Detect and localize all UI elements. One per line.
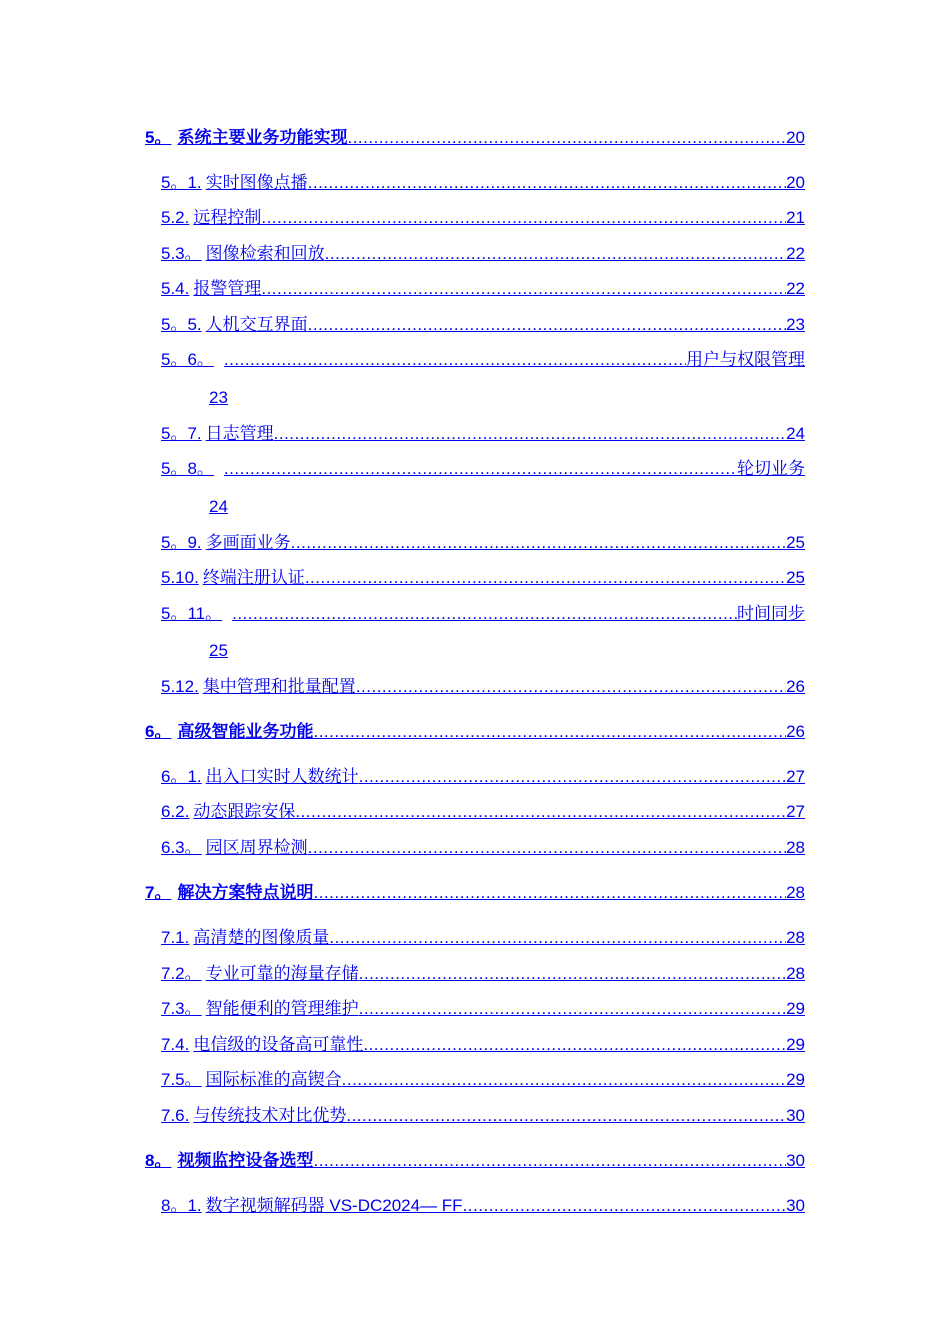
toc-leader-dots bbox=[359, 998, 786, 1020]
toc-chapter-entry[interactable] bbox=[145, 1150, 805, 1172]
toc-entry-page: 21 bbox=[786, 208, 805, 227]
toc-leader-dots bbox=[232, 603, 737, 625]
toc-entry-title: 出入口实时人数统计 bbox=[205, 767, 359, 786]
toc-section-entry[interactable] bbox=[161, 766, 805, 788]
toc-wrapped-page-number[interactable] bbox=[161, 387, 228, 409]
toc-entry-page: 25 bbox=[786, 568, 805, 587]
toc-entry-page: 23 bbox=[209, 388, 228, 407]
toc-entry-label bbox=[161, 243, 325, 265]
toc-indent-underline bbox=[161, 496, 209, 518]
toc-leader-dots bbox=[313, 721, 786, 743]
toc-section-entry[interactable] bbox=[161, 801, 805, 823]
toc-section-entry[interactable] bbox=[161, 423, 805, 445]
toc-entry-label bbox=[145, 127, 347, 149]
toc-entry-number: 5。7. bbox=[161, 424, 202, 443]
toc-entry-page: 22 bbox=[786, 279, 805, 298]
toc-entry-number: 5.3。 bbox=[161, 244, 202, 263]
toc-entry-page: 28 bbox=[786, 964, 805, 983]
toc-entry-label bbox=[161, 676, 356, 698]
toc-entry-page: 27 bbox=[786, 767, 805, 786]
toc-entry-page: 27 bbox=[786, 802, 805, 821]
toc-entry-page: 30 bbox=[786, 1106, 805, 1125]
toc-entry-title: 数字视频解码器 VS-DC2024— FF bbox=[205, 1196, 463, 1215]
toc-entry-title: 解决方案特点说明 bbox=[177, 883, 314, 902]
toc-leader-dots bbox=[313, 1150, 786, 1172]
toc-leader-dots bbox=[274, 423, 786, 445]
toc-entry-title: 专业可靠的海量存储 bbox=[205, 964, 359, 983]
toc-entry-number: 5。8。 bbox=[161, 459, 214, 478]
toc-entry-title: 用户与权限管理 bbox=[686, 350, 805, 369]
toc-section-entry[interactable] bbox=[161, 172, 805, 194]
toc-entry-page: 25 bbox=[209, 641, 228, 660]
toc-entry-number: 5。 bbox=[145, 128, 172, 147]
toc-entry-title: 智能便利的管理维护 bbox=[205, 999, 359, 1018]
toc-entry-title: 高清楚的图像质量 bbox=[193, 928, 330, 947]
toc-leader-dots bbox=[363, 1034, 786, 1056]
toc-entry-title: 报警管理 bbox=[193, 279, 262, 298]
toc-entry-title: 实时图像点播 bbox=[205, 173, 308, 192]
toc-entry-number: 7.1. bbox=[161, 928, 190, 947]
toc-leader-dots bbox=[291, 532, 786, 554]
toc-entry-number: 5。1. bbox=[161, 173, 202, 192]
toc-section-entry[interactable] bbox=[161, 349, 805, 371]
toc-section-entry[interactable] bbox=[161, 314, 805, 336]
toc-entry-title: 动态跟踪安保 bbox=[193, 802, 296, 821]
toc-section-entry[interactable] bbox=[161, 998, 805, 1020]
toc-leader-dots bbox=[313, 882, 786, 904]
toc-section-entry[interactable] bbox=[161, 963, 805, 985]
toc-entry-number: 5。6。 bbox=[161, 350, 214, 369]
toc-entry-label bbox=[161, 603, 222, 625]
toc-entry-label bbox=[161, 1105, 346, 1127]
toc-leader-dots bbox=[261, 207, 786, 229]
toc-chapter-entry[interactable] bbox=[145, 882, 805, 904]
toc-entry-title: 远程控制 bbox=[193, 208, 262, 227]
toc-entry-label bbox=[145, 1150, 313, 1172]
toc-leader-dots bbox=[308, 314, 786, 336]
toc-section-entry[interactable] bbox=[161, 458, 805, 480]
toc-entry-label bbox=[161, 532, 291, 554]
toc-entry-page: 20 bbox=[786, 128, 805, 147]
toc-entry-title: 高级智能业务功能 bbox=[177, 722, 314, 741]
toc-leader-dots bbox=[342, 1069, 786, 1091]
toc-entry-number: 5.4. bbox=[161, 279, 190, 298]
toc-entry-title: 园区周界检测 bbox=[205, 838, 308, 857]
toc-wrapped-page-number[interactable] bbox=[161, 640, 228, 662]
toc-entry-number: 5。9. bbox=[161, 533, 202, 552]
toc-leader-dots bbox=[329, 927, 786, 949]
toc-entry-page: 29 bbox=[786, 1070, 805, 1089]
toc-leader-dots bbox=[347, 127, 786, 149]
toc-leader-dots bbox=[224, 458, 737, 480]
toc-entry-label bbox=[161, 207, 261, 229]
toc-section-entry[interactable] bbox=[161, 603, 805, 625]
toc-entry-page: 30 bbox=[786, 1196, 805, 1215]
toc-entry-title: 与传统技术对比优势 bbox=[193, 1106, 347, 1125]
toc-entry-title: 视频监控设备选型 bbox=[177, 1151, 314, 1170]
toc-entry-number: 6。 bbox=[145, 722, 172, 741]
toc-entry-label bbox=[161, 1034, 363, 1056]
toc-section-entry[interactable] bbox=[161, 837, 805, 859]
toc-entry-number: 5.12. bbox=[161, 677, 199, 696]
toc-entry-label bbox=[161, 567, 305, 589]
toc-entry-page: 20 bbox=[786, 173, 805, 192]
toc-entry-title: 日志管理 bbox=[205, 424, 274, 443]
toc-entry-number: 6。1. bbox=[161, 767, 202, 786]
toc-entry-label bbox=[161, 458, 214, 480]
toc-entry-title: 图像检索和回放 bbox=[205, 244, 325, 263]
toc-leader-dots bbox=[295, 801, 786, 823]
toc-section-entry[interactable] bbox=[161, 278, 805, 300]
toc-entry-label bbox=[161, 801, 295, 823]
toc-entry-label bbox=[161, 349, 214, 371]
toc-entry-title: 电信级的设备高可靠性 bbox=[193, 1035, 364, 1054]
toc-entry-label bbox=[161, 998, 359, 1020]
toc-entry-page: 25 bbox=[786, 533, 805, 552]
toc-entry-number: 5.2. bbox=[161, 208, 190, 227]
toc-entry-title: 时间同步 bbox=[737, 604, 805, 623]
toc-section-entry[interactable] bbox=[161, 1105, 805, 1127]
toc-entry-number: 7.2。 bbox=[161, 964, 202, 983]
toc-leader-dots bbox=[463, 1195, 787, 1217]
toc-entry-label bbox=[145, 882, 313, 904]
toc-entry-number: 5。5. bbox=[161, 315, 202, 334]
toc-entry-number: 7。 bbox=[145, 883, 172, 902]
toc-entry-number: 7.4. bbox=[161, 1035, 190, 1054]
toc-entry-page: 24 bbox=[209, 497, 228, 516]
toc-section-entry[interactable] bbox=[161, 207, 805, 229]
toc-entry-number: 7.3。 bbox=[161, 999, 202, 1018]
toc-entry-number: 8。 bbox=[145, 1151, 172, 1170]
toc-section-entry[interactable] bbox=[161, 1195, 805, 1217]
toc-entry-page: 28 bbox=[786, 883, 805, 902]
toc-entry-page: 28 bbox=[786, 838, 805, 857]
toc-leader-dots bbox=[305, 567, 786, 589]
toc-entry-title: 终端注册认证 bbox=[202, 568, 305, 587]
toc-section-entry[interactable] bbox=[161, 676, 805, 698]
toc-entry-number: 6.2. bbox=[161, 802, 190, 821]
toc-entry-page: 22 bbox=[786, 244, 805, 263]
toc-entry-title: 系统主要业务功能实现 bbox=[177, 128, 348, 147]
toc-entry-number: 6.3。 bbox=[161, 838, 202, 857]
toc-entry-page: 29 bbox=[786, 999, 805, 1018]
toc-entry-label bbox=[161, 963, 359, 985]
toc-entry-label bbox=[161, 1069, 342, 1091]
toc-entry-title: 轮切业务 bbox=[737, 459, 805, 478]
toc-entry-page: 26 bbox=[786, 722, 805, 741]
toc-entry-label bbox=[161, 766, 359, 788]
toc-entry-label bbox=[161, 314, 308, 336]
toc-entry-label bbox=[161, 278, 261, 300]
toc-leader-dots bbox=[261, 278, 786, 300]
toc-entry-page: 26 bbox=[786, 677, 805, 696]
toc-leader-dots bbox=[308, 837, 786, 859]
toc-entry-number: 7.5。 bbox=[161, 1070, 202, 1089]
toc-indent-underline bbox=[161, 387, 209, 409]
toc-entry-number: 5。11。 bbox=[161, 604, 223, 623]
toc-entry-number: 5.10. bbox=[161, 568, 199, 587]
toc-entry-page: 30 bbox=[786, 1151, 805, 1170]
toc-entry-title: 国际标准的高锲合 bbox=[205, 1070, 342, 1089]
toc-entry-label bbox=[161, 1195, 463, 1217]
toc-entry-label bbox=[161, 423, 274, 445]
toc-entry-title: 多画面业务 bbox=[205, 533, 291, 552]
toc-leader-dots bbox=[308, 172, 786, 194]
toc-entry-page: 24 bbox=[786, 424, 805, 443]
toc-leader-dots bbox=[359, 963, 786, 985]
toc-entry-number: 7.6. bbox=[161, 1106, 190, 1125]
toc-wrapped-page-number[interactable] bbox=[161, 496, 228, 518]
toc-chapter-entry[interactable] bbox=[145, 127, 805, 149]
toc-section-entry[interactable] bbox=[161, 927, 805, 949]
toc-leader-dots bbox=[325, 243, 786, 265]
toc-leader-dots bbox=[224, 349, 686, 371]
toc-entry-label bbox=[161, 172, 308, 194]
toc-entry-title: 人机交互界面 bbox=[205, 315, 308, 334]
toc-leader-dots bbox=[359, 766, 786, 788]
toc-leader-dots bbox=[346, 1105, 786, 1127]
toc-section-entry[interactable] bbox=[161, 243, 805, 265]
toc-entry-label bbox=[161, 927, 329, 949]
toc-chapter-entry[interactable] bbox=[145, 721, 805, 743]
toc-section-entry[interactable] bbox=[161, 1069, 805, 1091]
toc-entry-page: 28 bbox=[786, 928, 805, 947]
toc-entry-title: 集中管理和批量配置 bbox=[202, 677, 356, 696]
toc-entry-label bbox=[161, 837, 308, 859]
toc-entry-number: 8。1. bbox=[161, 1196, 202, 1215]
toc-leader-dots bbox=[356, 676, 786, 698]
toc-section-entry[interactable] bbox=[161, 1034, 805, 1056]
toc-entry-page: 23 bbox=[786, 315, 805, 334]
toc-section-entry[interactable] bbox=[161, 532, 805, 554]
toc-entry-page: 29 bbox=[786, 1035, 805, 1054]
toc-indent-underline bbox=[161, 640, 209, 662]
toc-section-entry[interactable] bbox=[161, 567, 805, 589]
toc-entry-label bbox=[145, 721, 313, 743]
